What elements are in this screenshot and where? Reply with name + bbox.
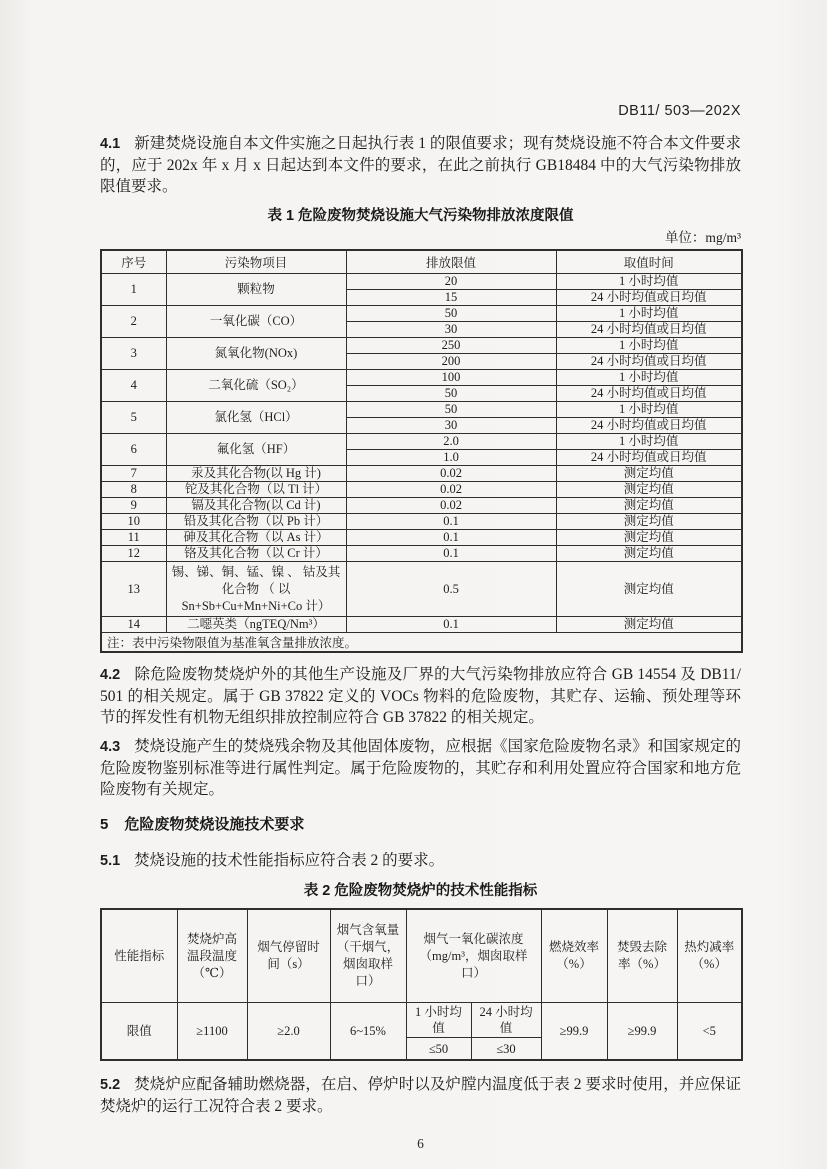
table2-header-co: 烟气一氧化碳浓度（mg/m³，烟囱取样口） (406, 909, 541, 1003)
table2-title: 表 2 危险废物焚烧炉的技术性能指标 (303, 883, 538, 899)
cell-time: 24 小时均值或日均值 (556, 354, 742, 370)
cell-temperature: ≥1100 (177, 1003, 247, 1061)
cell-co-1h-label: 1 小时均值 (406, 1003, 471, 1038)
clause-5-2-number: 5.2 (100, 1077, 121, 1093)
clause-5-1-number: 5.1 (100, 853, 121, 869)
cell-no: 10 (101, 514, 166, 530)
cell-no: 3 (101, 338, 166, 370)
cell-limit: 250 (346, 338, 556, 354)
cell-limit: 200 (346, 354, 556, 370)
clause-4-3-text: 焚烧设施产生的焚烧残余物及其他固体废物，应根据《国家危险废物名录》和国家规定的危险废物鉴别标准等进行属性判定。属于危险废物的，其贮存和利用处置应符合国家和地方危险废物有关规定。 (100, 738, 741, 798)
clause-4-3-number: 4.3 (100, 739, 121, 755)
cell-co-24h-value: ≤30 (471, 1038, 541, 1061)
cell-no: 1 (101, 274, 166, 306)
cell-time: 测定均值 (556, 530, 742, 546)
cell-pollutant: 汞及其化合物(以 Hg 计) (166, 466, 346, 482)
table2-header-oxygen: 烟气含氧量（干烟气，烟囱取样口） (330, 909, 406, 1003)
clause-4-2-text: 除危险废物焚烧炉外的其他生产设施及厂界的大气污染物排放应符合 GB 14554 及 DB11/ 501 的相关规定。属于 GB 37822 定义的 VOCs 物料的危险废物，其贮存、运输、预处理等环节的挥发性有机物无组织排放控制应符合 GB 37822 的相关规定。 (100, 666, 741, 726)
cell-time: 24 小时均值或日均值 (556, 450, 742, 466)
table2-header-indicator: 性能指标 (101, 909, 177, 1003)
cell-pollutant: 砷及其化合物（以 As 计） (166, 530, 346, 546)
cell-no: 6 (101, 434, 166, 466)
table1-note: 注：表中污染物限值为基准氧含量排放浓度。 (101, 633, 742, 653)
cell-limit: 0.1 (346, 530, 556, 546)
cell-pollutant: 铬及其化合物（以 Cr 计） (166, 546, 346, 562)
cell-pollutant: 氯化氢（HCl） (166, 402, 346, 434)
cell-limit: 30 (346, 418, 556, 434)
cell-limit: 15 (346, 290, 556, 306)
clause-4-1 (100, 133, 741, 197)
cell-oxygen: 6~15% (330, 1003, 406, 1061)
cell-time: 测定均值 (556, 482, 742, 498)
table2-header-loss-on-ignition: 热灼减率（%） (677, 909, 742, 1003)
cell-time: 1 小时均值 (556, 338, 742, 354)
table-row (101, 402, 742, 418)
cell-row-label: 限值 (101, 1003, 177, 1061)
cell-limit: 0.1 (346, 546, 556, 562)
table1-note-row (101, 633, 742, 653)
cell-pollutant: 铊及其化合物（以 Tl 计） (166, 482, 346, 498)
cell-pollutant: 镉及其化合物(以 Cd 计) (166, 498, 346, 514)
cell-limit: 20 (346, 274, 556, 290)
cell-time: 测定均值 (556, 514, 742, 530)
clause-5-1-text: 焚烧设施的技术性能指标应符合表 2 的要求。 (134, 852, 445, 869)
table2-header-temperature: 焚烧炉高温段温度（℃） (177, 909, 247, 1003)
clause-5-2 (100, 1074, 741, 1117)
table1-header-no: 序号 (101, 250, 166, 274)
clause-5-2-text: 焚烧炉应配备辅助燃烧器，在启、停炉时以及炉膛内温度低于表 2 要求时使用，并应保证焚烧炉的运行工况符合表 2 要求。 (100, 1076, 741, 1115)
table2-technical-indicators (100, 908, 743, 1061)
table2-header-destruction-removal: 焚毁去除率（%） (607, 909, 677, 1003)
cell-time: 测定均值 (556, 546, 742, 562)
table-row (101, 466, 742, 482)
cell-time: 1 小时均值 (556, 274, 742, 290)
cell-limit: 50 (346, 306, 556, 322)
cell-time: 测定均值 (556, 466, 742, 482)
cell-time: 1 小时均值 (556, 370, 742, 386)
cell-time: 24 小时均值或日均值 (556, 418, 742, 434)
table-row (101, 338, 742, 354)
cell-pollutant: 一氧化碳（CO） (166, 306, 346, 338)
cell-limit: 0.02 (346, 482, 556, 498)
cell-no: 4 (101, 370, 166, 402)
table2-header-combustion-efficiency: 燃烧效率（%） (541, 909, 607, 1003)
section-5-heading (100, 816, 741, 834)
table2-header-residence-time: 烟气停留时间（s） (247, 909, 330, 1003)
document-code-header: DB11/ 503—202X (618, 103, 741, 119)
cell-no: 9 (101, 498, 166, 514)
page-number: 6 (417, 1136, 424, 1151)
table-row (101, 546, 742, 562)
clause-4-1-text: 新建焚烧设施自本文件实施之日起执行表 1 的限值要求；现有焚烧设施不符合本文件要求的，应于 202x 年 x 月 x 日起达到本文件的要求，在此之前执行 GB18484 中的大气污染物排放限值要求。 (100, 135, 741, 195)
table-row (101, 562, 742, 617)
cell-limit: 30 (346, 322, 556, 338)
cell-pollutant: 氮氧化物(NOx) (166, 338, 346, 370)
clause-5-1 (100, 850, 741, 872)
table1-title: 表 1 危险废物焚烧设施大气污染物排放浓度限值 (267, 208, 574, 224)
cell-no: 13 (101, 562, 166, 617)
cell-pollutant: 二噁英类（ngTEQ/Nm³） (166, 617, 346, 633)
cell-no: 5 (101, 402, 166, 434)
table1-unit: 单位：mg/m³ (664, 230, 741, 245)
table-row (101, 274, 742, 290)
cell-no: 12 (101, 546, 166, 562)
cell-limit: 50 (346, 386, 556, 402)
cell-time: 测定均值 (556, 562, 742, 617)
cell-co-1h-value: ≤50 (406, 1038, 471, 1061)
clause-4-2 (100, 664, 741, 728)
cell-limit: 2.0 (346, 434, 556, 450)
cell-limit: 0.02 (346, 498, 556, 514)
cell-pollutant: 氟化氢（HF） (166, 434, 346, 466)
cell-pollutant: 二氧化硫（SO₂） (166, 370, 346, 402)
cell-no: 8 (101, 482, 166, 498)
cell-limit: 0.1 (346, 617, 556, 633)
table-row (101, 498, 742, 514)
cell-limit: 0.1 (346, 514, 556, 530)
cell-destruction-removal: ≥99.9 (607, 1003, 677, 1061)
table-row (101, 482, 742, 498)
cell-time: 测定均值 (556, 498, 742, 514)
table1-header-time: 取值时间 (556, 250, 742, 274)
cell-time: 24 小时均值或日均值 (556, 386, 742, 402)
clause-4-1-number: 4.1 (100, 136, 121, 152)
cell-time: 24 小时均值或日均值 (556, 322, 742, 338)
table-row (101, 370, 742, 386)
table-row (101, 617, 742, 633)
cell-time: 测定均值 (556, 617, 742, 633)
cell-no: 11 (101, 530, 166, 546)
cell-time: 1 小时均值 (556, 306, 742, 322)
cell-co-24h-label: 24 小时均值 (471, 1003, 541, 1038)
table-row (101, 514, 742, 530)
table1-header-pollutant: 污染物项目 (166, 250, 346, 274)
clause-4-2-number: 4.2 (100, 667, 121, 683)
section-5-number: 5 (100, 816, 109, 833)
cell-pollutant: 锡、锑、铜、锰、镍 、 钴及其化合物 （ 以 Sn+Sb+Cu+Mn+Ni+Co 计） (166, 562, 346, 617)
section-5-title: 危险废物焚烧设施技术要求 (124, 816, 305, 833)
cell-no: 14 (101, 617, 166, 633)
cell-pollutant: 颗粒物 (166, 274, 346, 306)
table-row (101, 306, 742, 322)
table-row (101, 434, 742, 450)
cell-pollutant: 铅及其化合物（以 Pb 计） (166, 514, 346, 530)
cell-limit: 0.02 (346, 466, 556, 482)
table2-value-row (101, 1003, 742, 1038)
cell-limit: 0.5 (346, 562, 556, 617)
cell-time: 1 小时均值 (556, 402, 742, 418)
table1-header-limit: 排放限值 (346, 250, 556, 274)
cell-limit: 1.0 (346, 450, 556, 466)
cell-time: 1 小时均值 (556, 434, 742, 450)
cell-loss-on-ignition: <5 (677, 1003, 742, 1061)
table-row (101, 530, 742, 546)
page-content (100, 0, 741, 1152)
table1-emission-limits (100, 249, 743, 653)
cell-residence-time: ≥2.0 (247, 1003, 330, 1061)
cell-limit: 50 (346, 402, 556, 418)
table1-header-row (101, 250, 742, 274)
cell-no: 2 (101, 306, 166, 338)
cell-time: 24 小时均值或日均值 (556, 290, 742, 306)
cell-limit: 100 (346, 370, 556, 386)
clause-4-3 (100, 736, 741, 800)
cell-no: 7 (101, 466, 166, 482)
table2-header-row (101, 909, 742, 1003)
cell-combustion-efficiency: ≥99.9 (541, 1003, 607, 1061)
